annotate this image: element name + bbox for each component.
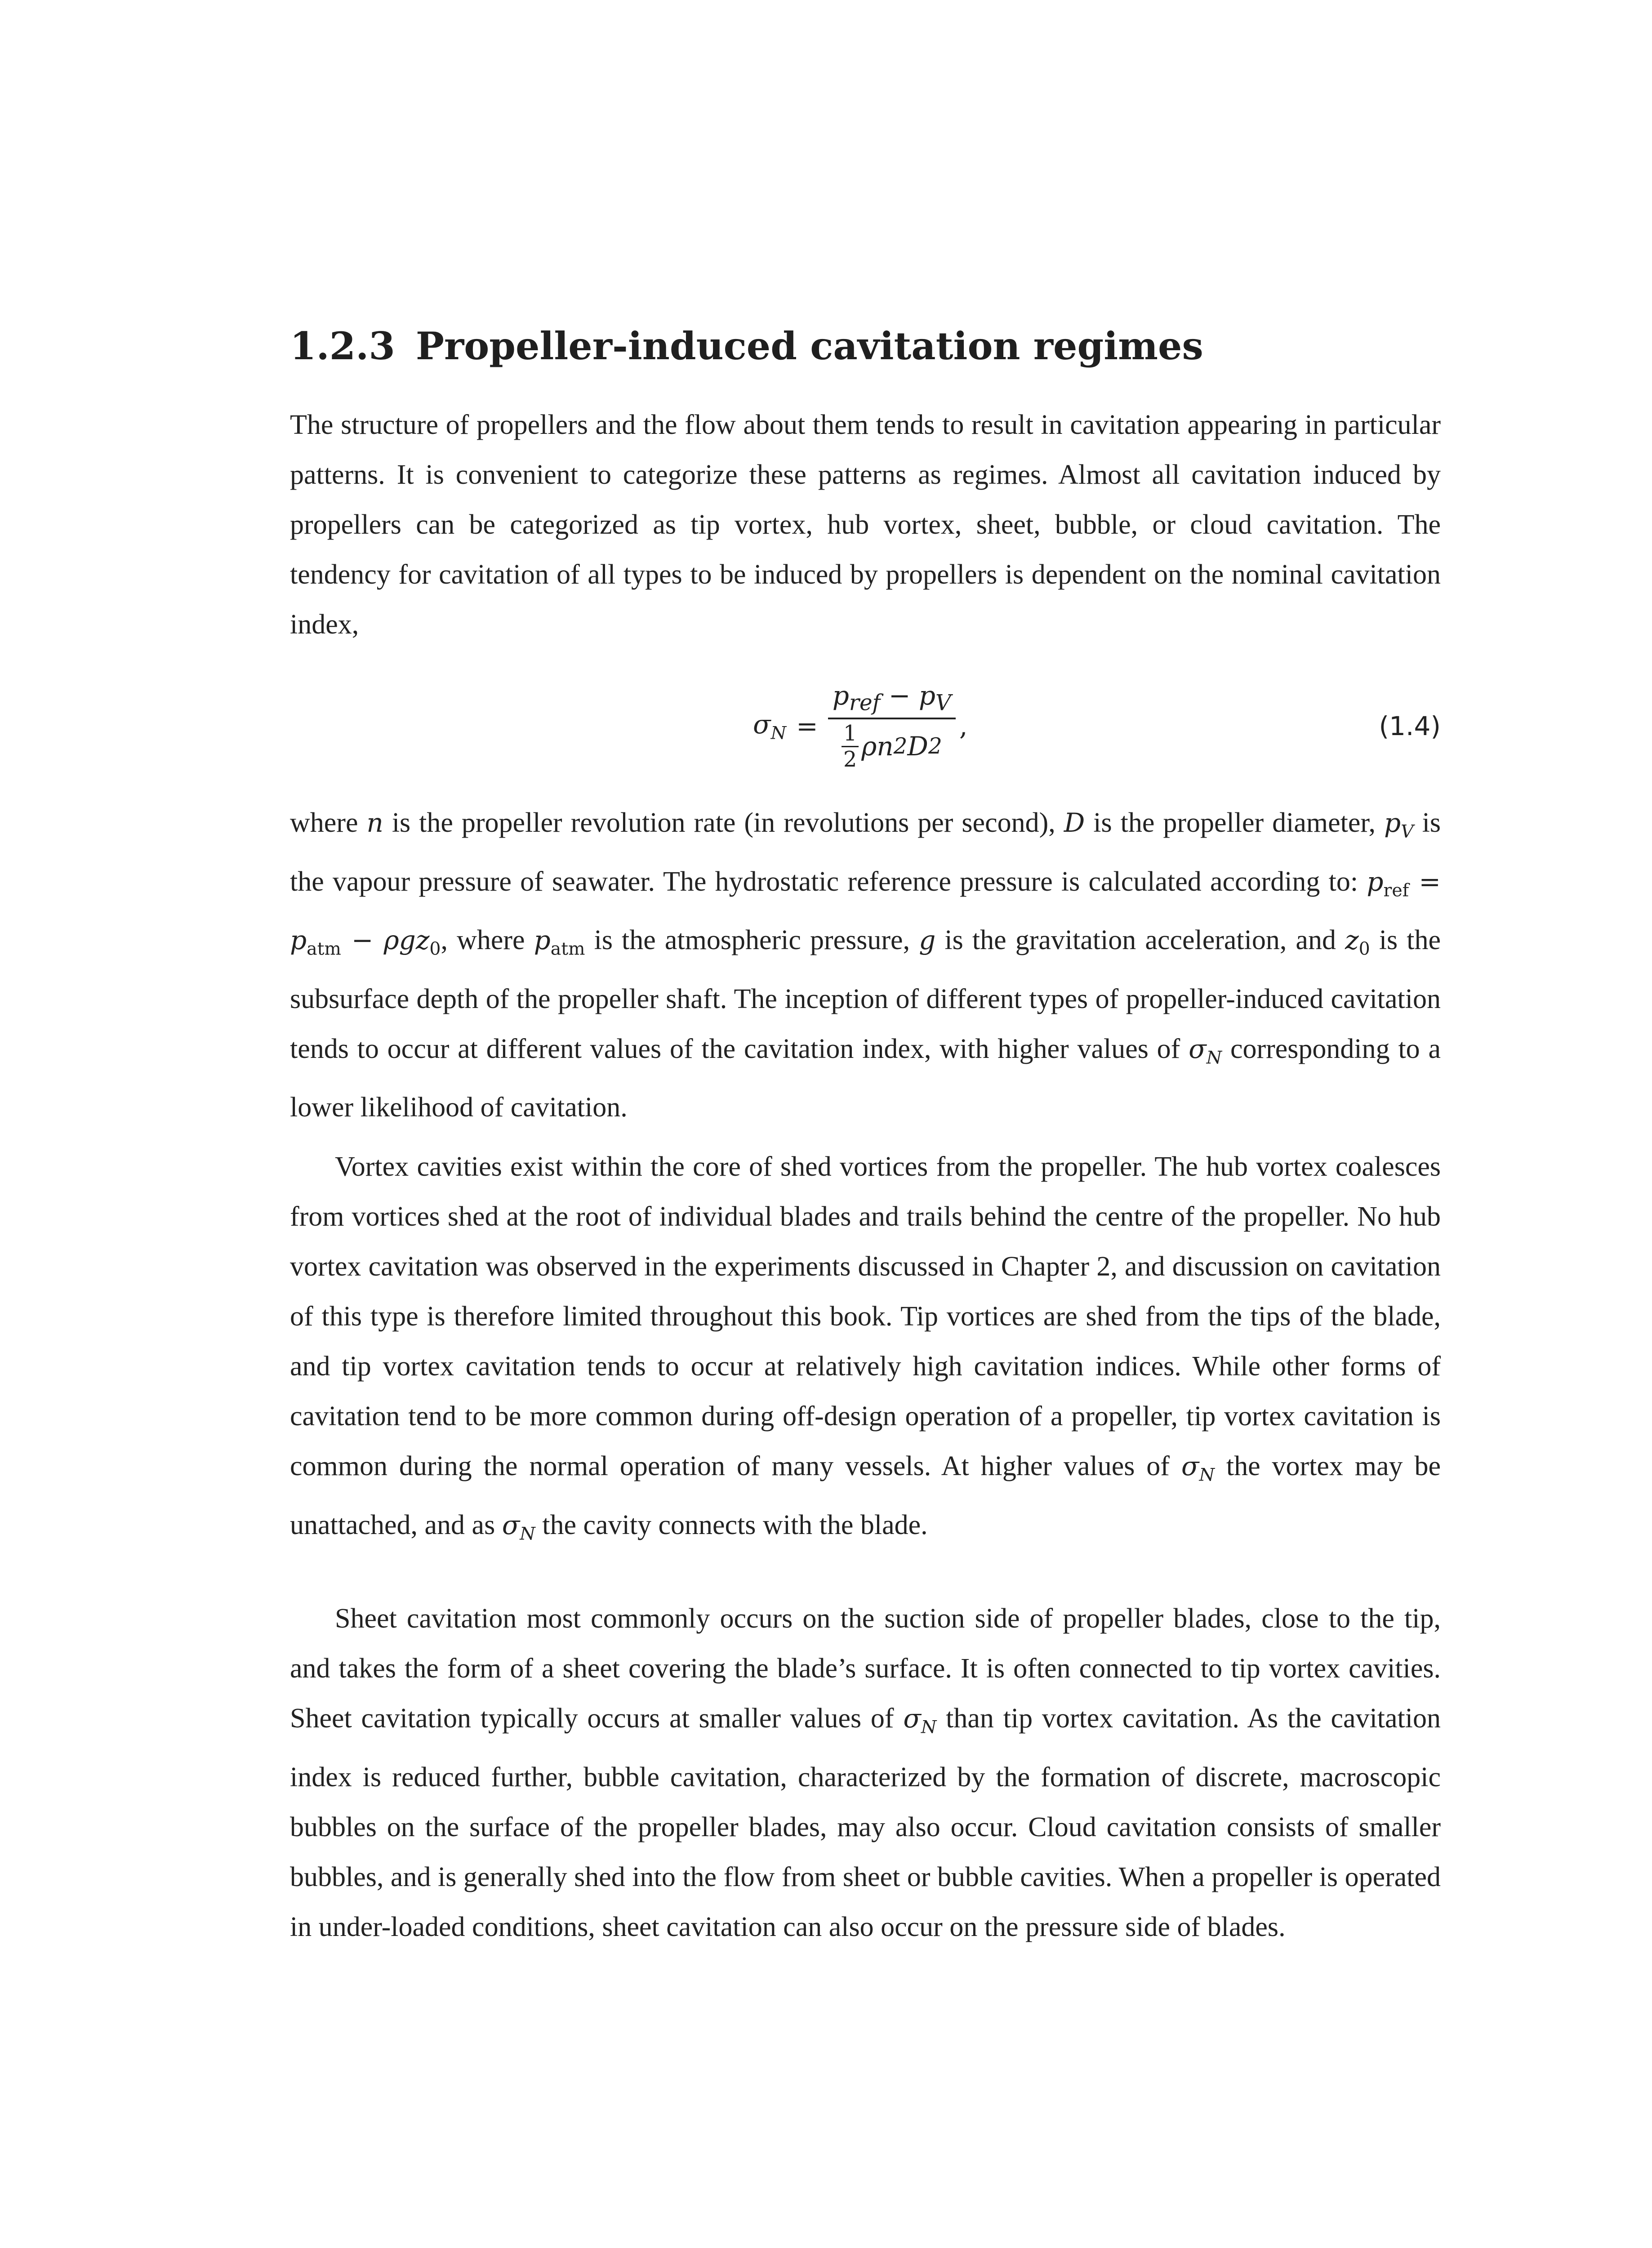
section-heading [290,321,1459,371]
paragraph-definitions: where n is the propeller revolution rate (in revolutions per second), D is the propeller diameter, $p_V$ is the vapour pressure of seawater. The hydrostatic reference pressure is calculated according to: $p_{ref} = p_{atm} - \rho gz_0$, where $p_{atm}$ is the atmospheric pressure, g is the gravitation acceleration, and $z_0$ is the subsurface depth of the propeller shaft. The inception of different types of propeller-induced cavitation tends to occur at different values of the cavitation index, with higher values of $\sigma_N$ corresponding to a lower likelihood of cavitation. [290,807,1441,1123]
equation-1-4 [290,670,1441,782]
equation-body [753,670,967,782]
equation-comma: , [959,711,968,741]
equation-equals: = [796,711,818,741]
symbol-n: n [366,807,383,838]
symbol-sigmaN: $\sigma_N$ [1181,1451,1215,1485]
equation-half: 1 2 [842,721,859,772]
equation-denominator: 1 2 ρn 2 D 2 [842,719,942,772]
symbol-z0: $z_0$ [1345,925,1370,959]
symbol-sigmaN: $\sigma_N$ [1189,1033,1222,1068]
symbol-patm: $p_{atm}$ [534,925,585,959]
formula-pref: $p_{ref} = p_{atm} - \rho gz_0$ [290,866,1441,959]
equation-lhs: $\sigma_N$ [753,709,787,744]
section-title: Propeller-induced cavitation regimes [415,324,1203,368]
paragraph-sheet-cavitation: Sheet cavitation most commonly occurs on the suction side of propeller blades, close to the tip, and takes the form of a sheet covering the blade’s surface. It is often connected to tip vortex cavities. Sheet cavitation typically occurs at smaller values of $\sigma_N$ than tip vortex cavitation. As the cavitation index is reduced further, bubble cavitation, characterized by the formation of discrete, macroscopic bubbles on the surface of the propeller blades, may also occur. Cloud cavitation consists of smaller bubbles, and is generally shed into the flow from sheet or bubble cavities. When a propeller is operated in under-loaded conditions, sheet cavitation can also occur on the pressure side of blades. [290,1603,1441,1942]
equation-number: (1.4) [1379,711,1441,741]
paragraph-intro: The structure of propellers and the flow about them tends to result in cavitation appearing in particular patterns. It is convenient to categorize these patterns as regimes. Almost all cavitation induced by propellers can be categorized as tip vortex, hub vortex, sheet, bubble, or cloud cavitation. The tendency for cavitation of all types to be induced by propellers is dependent on the nominal cavitation index, [290,410,1441,640]
section-number: 1.2.3 [290,324,395,368]
symbol-sigmaN: $\sigma_N$ [903,1703,937,1738]
paragraph-vortex-cavities: Vortex cavities exist within the core of shed vortices from the propeller. The hub vortex coalesces from vortices shed at the root of individual blades and trails behind the centre of the propeller. No hub vortex cavitation was observed in the experiments discussed in Chapter 2, and discussion on cavitation of this type is therefore limited throughout this book. Tip vortices are shed from the tips of the blade, and tip vortex cavitation tends to occur at relatively high cavitation indices. While other forms of cavitation tend to be more common during off-design operation of a propeller, tip vortex cavitation is common during the normal operation of many vessels. At higher values of $\sigma_N$ the vortex may be unattached, and as $\sigma_N$ the cavity connects with the blade. [290,1151,1441,1544]
symbol-pV: $p_V$ [1384,807,1414,842]
symbol-g: g [919,925,936,956]
equation-numerator: $p_{ref} - p_V$ [828,680,956,719]
equation-fraction [828,680,956,772]
symbol-sigmaN: $\sigma_N$ [502,1509,535,1544]
symbol-D: D [1064,807,1085,838]
